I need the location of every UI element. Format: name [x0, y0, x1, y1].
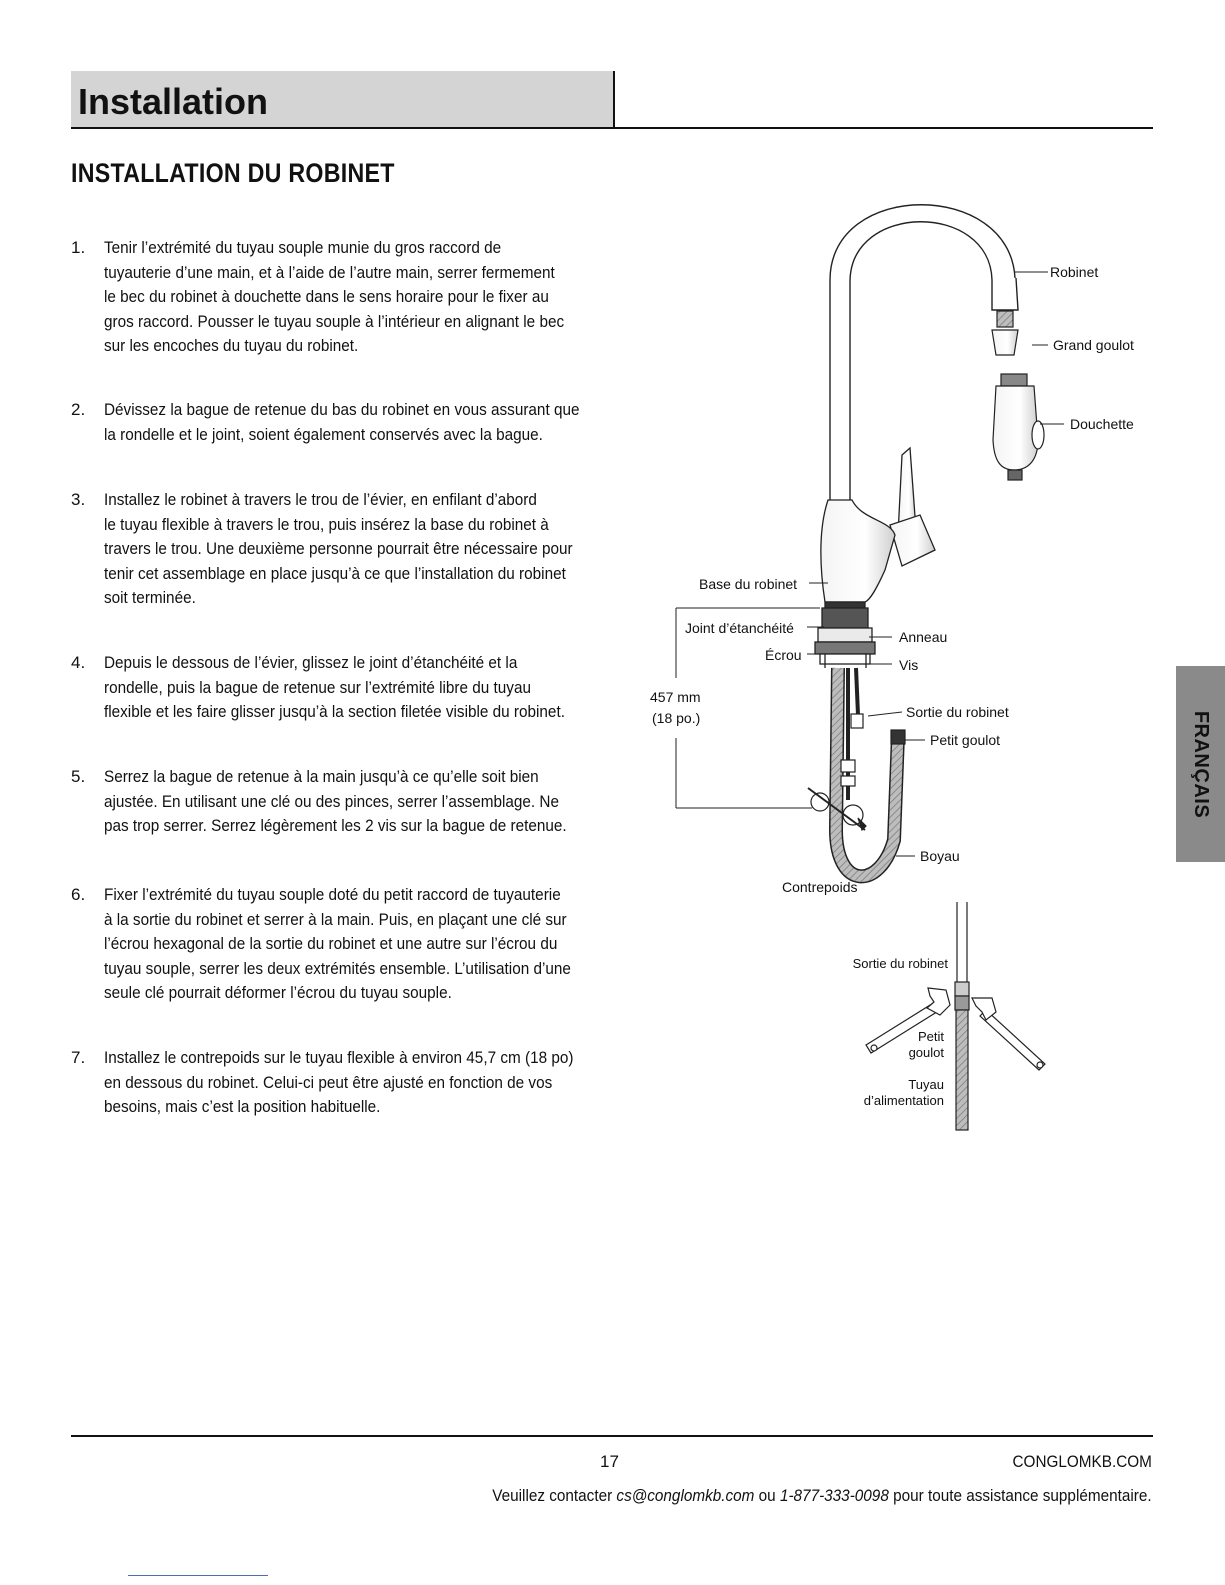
faucet-base — [815, 500, 895, 668]
step-line: Fixer l’extrémité du tuyau souple doté du petit raccord de tuyauterie — [104, 885, 561, 904]
label-douchette: Douchette — [1070, 416, 1134, 432]
label-grand-goulot: Grand goulot — [1053, 337, 1134, 353]
step-line: Depuis le dessous de l’évier, glissez le joint d’étanchéité et la — [104, 653, 518, 672]
step-line: en dessous du robinet. Celui-ci peut être ajusté en fonction de vos — [104, 1072, 553, 1092]
contact-or: ou — [754, 1486, 781, 1505]
label-ecrou: Écrou — [765, 647, 802, 663]
step-line: pas trop serrer. Serrez légèrement les 2 vis sur la bague de retenue. — [104, 816, 567, 835]
step-line: Dévissez la bague de retenue du bas du robinet en vous assurant que — [104, 400, 580, 419]
label-base: Base du robinet — [699, 576, 798, 592]
step-number: 6. — [71, 885, 86, 904]
phone-link[interactable]: 1-877-333-0098 — [780, 1486, 890, 1505]
label-joint: Joint d’étanchéité — [685, 620, 794, 636]
label-sortie-detail: Sortie du robinet — [852, 956, 948, 971]
label-dimension-mm: 457 mm — [650, 689, 701, 705]
step-line: le bec du robinet à douchette dans le sens horaire pour le fixer au — [104, 287, 549, 306]
step-line: tuyau souple, serrer les deux extrémités ensemble. L’utilisation d’une — [104, 958, 571, 978]
footer-rule — [71, 1435, 1153, 1437]
label-petit-detail: Petit — [917, 1029, 944, 1044]
contact-prefix: Veuillez contacter — [492, 1486, 617, 1505]
bottom-link-line — [128, 1575, 268, 1576]
step-number: 4. — [71, 653, 86, 672]
dimension-line — [676, 608, 820, 808]
step-number: 3. — [71, 490, 86, 509]
spray-head — [993, 374, 1044, 480]
label-alimentation-detail: d’alimentation — [863, 1093, 944, 1108]
step-line: soit terminée. — [104, 588, 196, 607]
page-number: 17 — [600, 1452, 619, 1471]
step-line: besoins, mais c’est la position habituelle. — [104, 1097, 381, 1116]
header-divider — [613, 71, 615, 128]
step-line: sur les encoches du tuyau du robinet. — [104, 336, 359, 355]
step-line: à la sortie du robinet et serrer à la main. Puis, en plaçant une clé sur — [104, 909, 567, 929]
supply-hoses — [836, 668, 905, 876]
step-line: Serrez la bague de retenue à la main jusqu’à ce qu’elle soit bien — [104, 767, 539, 786]
label-contrepoids: Contrepoids — [782, 879, 858, 895]
label-sortie: Sortie du robinet — [906, 704, 1009, 720]
label-tuyau-detail: Tuyau — [908, 1077, 944, 1092]
label-goulot-detail: goulot — [908, 1045, 944, 1060]
contact-suffix: pour toute assistance supplémentaire. — [889, 1486, 1152, 1505]
language-tab-label: FRANÇAIS — [1190, 710, 1212, 818]
label-robinet: Robinet — [1050, 264, 1099, 280]
step-line: flexible et les faire glisser jusqu’à la section filetée visible du robinet. — [104, 702, 565, 721]
label-dimension-po: (18 po.) — [652, 710, 701, 726]
label-vis: Vis — [899, 657, 919, 673]
step-number: 7. — [71, 1048, 86, 1067]
large-nozzle — [992, 311, 1018, 355]
email-link[interactable]: cs@conglomkb.com — [616, 1486, 755, 1505]
step-line: rondelle, puis la bague de retenue sur l’extrémité libre du tuyau — [104, 677, 531, 697]
faucet-diagram — [640, 190, 1160, 1150]
label-boyau: Boyau — [920, 848, 960, 864]
step-line: travers le trou. Une deuxième personne pourrait être nécessaire pour — [104, 539, 573, 558]
step-line: la rondelle et le joint, soient également conservés avec la bague. — [104, 424, 543, 444]
label-anneau: Anneau — [899, 629, 948, 645]
step-number: 5. — [71, 767, 86, 786]
faucet-spout — [830, 205, 1018, 500]
step-line: seule clé pourrait déformer l’écrou du tuyau souple. — [104, 983, 452, 1002]
label-petit-goulot: Petit goulot — [930, 732, 1001, 748]
faucet-handle — [890, 448, 935, 566]
step-number: 2. — [71, 400, 86, 419]
step-line: tuyauterie d’une main, et à l’aide de l’autre main, serrer fermement — [104, 262, 555, 282]
step-line: Tenir l’extrémité du tuyau souple munie du gros raccord de — [104, 238, 502, 257]
page-title: Installation — [78, 81, 269, 122]
contact-line — [493, 1486, 1152, 1506]
step-line: Installez le robinet à travers le trou de l’évier, en enfilant d’abord — [104, 490, 537, 509]
section-title: INSTALLATION DU ROBINET — [71, 158, 395, 188]
step-line: tenir cet assemblage en place jusqu’à ce que l’installation du robinet — [104, 563, 566, 583]
header-rule — [71, 127, 1153, 129]
step-line: ajustée. En utilisant une clé ou des pinces, serrer l’assemblage. Ne — [104, 791, 560, 811]
step-line: Installez le contrepoids sur le tuyau flexible à environ 45,7 cm (18 po) — [104, 1048, 574, 1067]
step-line: le tuyau flexible à travers le trou, puis insérez la base du robinet à — [104, 514, 549, 534]
step-line: gros raccord. Pousser le tuyau souple à l’intérieur en alignant le bec — [104, 311, 565, 331]
step-number: 1. — [71, 238, 86, 257]
website-link[interactable]: CONGLOMKB.COM — [1012, 1452, 1152, 1471]
step-line: l’écrou hexagonal de la sortie du robinet et une autre sur l’écrou du — [104, 934, 558, 953]
